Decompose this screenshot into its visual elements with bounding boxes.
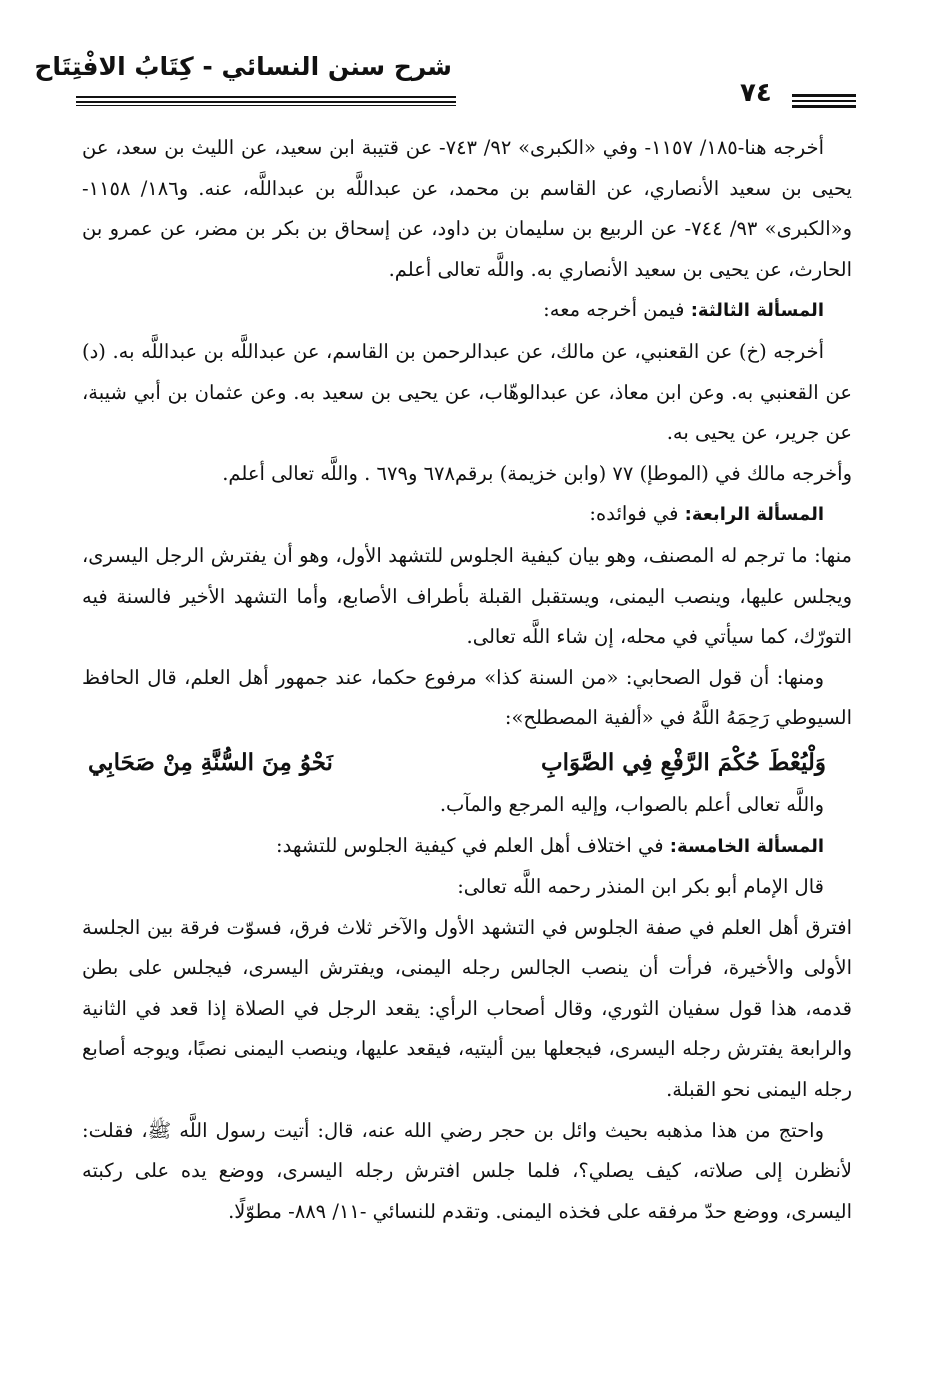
page-number: ٧٤ — [740, 78, 772, 108]
verse-first-hemistich: وَلْيُعْطَ حُكْمَ الرَّفْعِ فِي الصَّوَابِ — [541, 748, 826, 776]
header-rule — [76, 105, 456, 106]
heading-label: المسألة الخامسة: — [669, 835, 824, 857]
body-text — [82, 128, 852, 1232]
paragraph-ibn-mundhir: قال الإمام أبو بكر ابن المنذر رحمه اللَّه تعالى: — [457, 875, 824, 899]
paragraph-muwatta: وأخرجه مالك في (الموطإ) ٧٧ (وابن خزيمة) برقم٦٧٨ و٦٧٩ . واللَّه تعالى أعلم. — [222, 461, 852, 485]
paragraph-closing: واللَّه تعالى أعلم بالصواب، وإليه المرجع والمآب. — [439, 792, 824, 816]
header-rule — [76, 101, 456, 103]
header-rule — [76, 96, 456, 98]
paragraph-takhrij: أخرجه هنا-١٨٥/ ١١٥٧- وفي «الكبرى» ٩٢/ ٧٤٣- عن قتيبة ابن سعيد، عن الليث بن سعد، عن يحيى بن سعيد الأنصاري، عن القاسم بن محمد، عن عبداللَّه بن عبداللَّه، عنه. و١٨٦/ ١١٥٨- و«الكبرى» ٩٣/ ٧٤٤- عن الربيع بن سليمان بن داود، عن إسحاق بن بكر بن مضر، عن عمرو بن الحارث، عن يحيى بن سعيد الأنصاري به. واللَّه تعالى أعلم. — [82, 136, 852, 281]
page-number-rule — [792, 105, 856, 108]
heading-text: في اختلاف أهل العلم في كيفية الجلوس للتشهد: — [276, 833, 670, 857]
verse-second-hemistich: نَحْوُ مِنَ السُّنَّةِ مِنْ صَحَابِي — [88, 748, 333, 776]
heading-label: المسألة الثالثة: — [690, 300, 824, 322]
paragraph-benefits: منها: ما ترجم له المصنف، وهو بيان كيفية الجلوس للتشهد الأول، وهو أن يفترش الرجل اليسرى، ويجلس عليها، وينصب اليمنى، ويستقبل القبلة بأطراف الأصابع، وأما التشهد الأخير فالسنة فيه التورّك، كما سيأتي في محله، إن شاء اللَّه تعالى. — [82, 543, 852, 649]
page-number-rule — [792, 94, 856, 97]
heading-text: في فوائده: — [589, 502, 685, 526]
heading-label: المسألة الرابعة: — [684, 504, 824, 526]
section-heading-third — [82, 290, 852, 332]
page-number-rule — [792, 100, 856, 102]
paragraph-three-groups: افترق أهل العلم في صفة الجلوس في التشهد الأول والآخر ثلاث فرق، فسوّت فرقة بين الجلسة الأولى والأخيرة، فرأت أن ينصب الجالس رجله اليمنى، ويفترش اليسرى، فيجلس على بطن قدمه، هذا قول سفيان الثوري، وقال أصحاب الرأي: يقعد الرجل في الصلاة إذا قعد في الثانية والرابعة يفترش رجله اليسرى، فيجعلها بين أليتيه، فيقعد عليها، وينصب اليمنى نصبًا، ويوجه أصابع رجله اليمنى نحو القبلة. — [82, 915, 852, 1102]
poem-verse — [82, 741, 852, 785]
paragraph-sources: أخرجه (خ) عن القعنبي، عن مالك، عن عبدالرحمن بن القاسم، عن عبداللَّه بن عبداللَّه به. (د) عن القعنبي به. وعن ابن معاذ، عن عبدالوهّاب، عن يحيى بن سعيد به. وعن عثمان بن أبي شيبة، عن جرير، عن يحيى به. — [82, 339, 852, 445]
running-title: شرح سنن النسائي - كِتَابُ الافْتِتَاح — [34, 52, 452, 81]
paragraph-sahabi-statement: ومنها: أن قول الصحابي: «من السنة كذا» مرفوع حكما، عند جمهور أهل العلم، قال الحافظ السيوطي رَحِمَهُ اللَّهُ في «ألفية المصطلح»: — [82, 665, 852, 730]
section-heading-fifth — [82, 826, 852, 868]
paragraph-wail-hadith: واحتج من هذا مذهبه بحيث وائل بن حجر رضي الله عنه، قال: أتيت رسول اللَّه ﷺ، فقلت: لأنظرن إلى صلاته، كيف يصلي؟، فلما جلس افترش رجله اليسرى، ووضع يده على ركبته اليسرى، ووضع حدّ مرفقه على فخذه اليمنى. وتقدم للنسائي -١١/ ٨٨٩- مطوّلًا. — [82, 1118, 852, 1223]
section-heading-fourth — [82, 494, 852, 536]
heading-text: فيمن أخرجه معه: — [543, 298, 691, 322]
